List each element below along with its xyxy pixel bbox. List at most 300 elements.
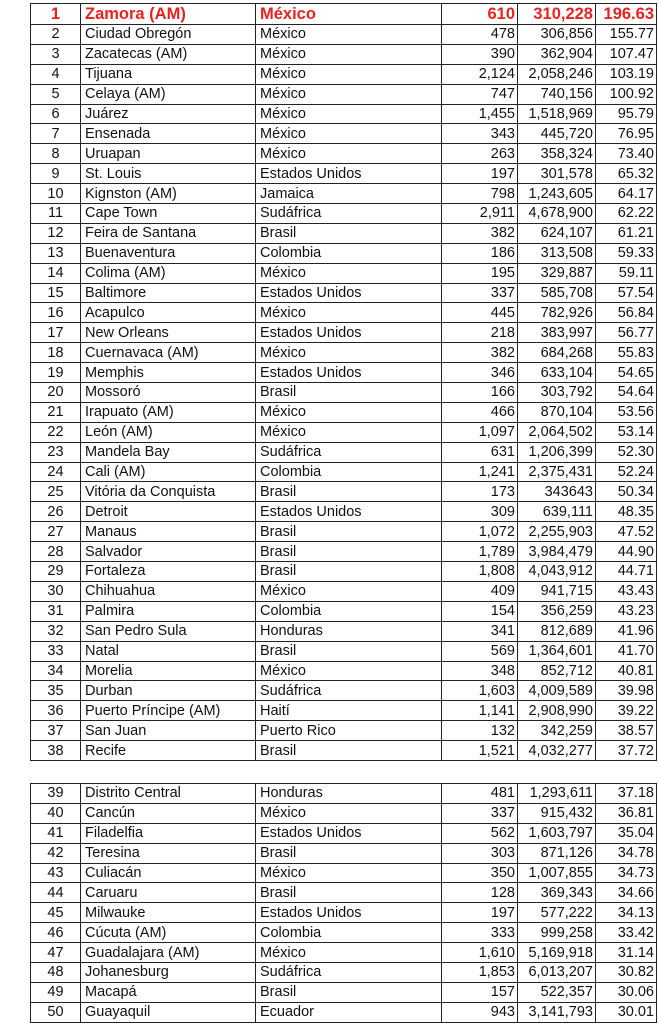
rate-cell: 44.71 [596,562,657,582]
table-row [31,383,657,403]
homicides-cell: 350 [442,863,518,883]
country-cell: Honduras [256,784,442,804]
table-row [31,522,657,542]
homicides-cell: 333 [442,923,518,943]
rate-cell: 43.43 [596,581,657,601]
city-cell: Cali (AM) [81,462,256,482]
homicides-cell: 154 [442,601,518,621]
table-row [31,542,657,562]
rate-cell: 54.65 [596,363,657,383]
rank-cell: 18 [31,343,81,363]
rank-cell: 44 [31,883,81,903]
country-cell: Estados Unidos [256,903,442,923]
rank-cell: 24 [31,462,81,482]
population-cell: 2,064,502 [518,422,596,442]
rate-cell: 53.56 [596,402,657,422]
table-row [31,402,657,422]
table-row [31,823,657,843]
population-cell: 3,984,479 [518,542,596,562]
rate-cell: 55.83 [596,343,657,363]
city-cell: Guadalajara (AM) [81,943,256,963]
city-cell: Cancún [81,803,256,823]
rank-cell: 40 [31,803,81,823]
population-cell: 358,324 [518,144,596,164]
table-row [31,184,657,204]
rate-cell: 64.17 [596,184,657,204]
country-cell: México [256,581,442,601]
table-row [31,164,657,184]
country-cell: Colombia [256,462,442,482]
population-cell: 812,689 [518,621,596,641]
rank-cell: 50 [31,1002,81,1022]
population-cell: 362,904 [518,44,596,64]
population-cell: 633,104 [518,363,596,383]
table-row [31,223,657,243]
population-cell: 383,997 [518,323,596,343]
rate-cell: 39.22 [596,701,657,721]
country-cell: México [256,64,442,84]
table-row [31,124,657,144]
country-cell: Estados Unidos [256,502,442,522]
homicides-cell: 1,141 [442,701,518,721]
rate-cell: 34.66 [596,883,657,903]
rate-cell: 103.19 [596,64,657,84]
city-cell: Manaus [81,522,256,542]
city-cell: Irapuato (AM) [81,402,256,422]
rank-cell: 35 [31,681,81,701]
city-cell: St. Louis [81,164,256,184]
population-cell: 356,259 [518,601,596,621]
rank-cell: 26 [31,502,81,522]
homicides-cell: 1,455 [442,104,518,124]
city-cell: Morelia [81,661,256,681]
table-row [31,601,657,621]
rank-cell: 20 [31,383,81,403]
city-cell: Ciudad Obregón [81,25,256,45]
rank-cell: 38 [31,741,81,761]
rank-cell: 11 [31,204,81,224]
rate-cell: 44.90 [596,542,657,562]
homicides-cell: 166 [442,383,518,403]
homicides-cell: 1,521 [442,741,518,761]
city-cell: Juárez [81,104,256,124]
population-cell: 342,259 [518,721,596,741]
homicides-cell: 1,853 [442,963,518,983]
country-cell: Ecuador [256,1002,442,1022]
country-cell: México [256,44,442,64]
country-cell: Colombia [256,923,442,943]
country-cell: Brasil [256,641,442,661]
table-row [31,863,657,883]
rate-cell: 39.98 [596,681,657,701]
rate-cell: 33.42 [596,923,657,943]
table-row [31,44,657,64]
country-cell: Estados Unidos [256,164,442,184]
country-cell: Brasil [256,383,442,403]
population-cell: 852,712 [518,661,596,681]
rank-cell: 33 [31,641,81,661]
rate-cell: 34.78 [596,843,657,863]
country-cell: Colombia [256,243,442,263]
homicides-cell: 186 [442,243,518,263]
rank-cell: 27 [31,522,81,542]
country-cell: Honduras [256,621,442,641]
population-cell: 4,009,589 [518,681,596,701]
population-cell: 3,141,793 [518,1002,596,1022]
table-row [31,943,657,963]
rank-cell: 4 [31,64,81,84]
country-cell: Puerto Rico [256,721,442,741]
homicides-cell: 1,610 [442,943,518,963]
population-cell: 577,222 [518,903,596,923]
table-row [31,343,657,363]
population-cell: 5,169,918 [518,943,596,963]
country-cell: Brasil [256,843,442,863]
table-row [31,661,657,681]
homicides-cell: 337 [442,803,518,823]
rate-cell: 100.92 [596,84,657,104]
rate-cell: 52.24 [596,462,657,482]
rank-cell: 2 [31,25,81,45]
population-cell: 1,007,855 [518,863,596,883]
rank-cell: 43 [31,863,81,883]
country-cell: Brasil [256,741,442,761]
rank-cell: 48 [31,963,81,983]
population-cell: 585,708 [518,283,596,303]
city-cell: Distrito Central [81,784,256,804]
homicides-cell: 569 [442,641,518,661]
population-cell: 684,268 [518,343,596,363]
population-cell: 2,058,246 [518,64,596,84]
rank-cell: 37 [31,721,81,741]
population-cell: 1,206,399 [518,442,596,462]
country-cell: Estados Unidos [256,283,442,303]
country-cell: Brasil [256,542,442,562]
table-row [31,803,657,823]
rate-cell: 50.34 [596,482,657,502]
population-cell: 306,856 [518,25,596,45]
population-cell: 329,887 [518,263,596,283]
homicides-cell: 1,789 [442,542,518,562]
city-cell: Guayaquil [81,1002,256,1022]
rate-cell: 41.70 [596,641,657,661]
table-row [31,144,657,164]
rank-cell: 32 [31,621,81,641]
rank-cell: 13 [31,243,81,263]
table-row [31,923,657,943]
city-cell: Tijuana [81,64,256,84]
population-cell: 445,720 [518,124,596,144]
homicides-cell: 943 [442,1002,518,1022]
city-cell: Johanesburg [81,963,256,983]
rate-cell: 30.06 [596,982,657,1002]
table-row [31,422,657,442]
rate-cell: 34.73 [596,863,657,883]
rate-cell: 43.23 [596,601,657,621]
city-cell: Zacatecas (AM) [81,44,256,64]
rank-cell: 9 [31,164,81,184]
city-cell: Teresina [81,843,256,863]
homicides-cell: 631 [442,442,518,462]
city-cell: Salvador [81,542,256,562]
rank-cell: 14 [31,263,81,283]
population-cell: 871,126 [518,843,596,863]
rank-cell: 12 [31,223,81,243]
homicides-cell: 562 [442,823,518,843]
population-cell: 310,228 [518,4,596,25]
rank-cell: 41 [31,823,81,843]
rate-cell: 37.18 [596,784,657,804]
homicides-cell: 747 [442,84,518,104]
city-cell: Cúcuta (AM) [81,923,256,943]
country-cell: México [256,25,442,45]
table-row [31,562,657,582]
homicides-cell: 263 [442,144,518,164]
city-cell: Detroit [81,502,256,522]
table-row [31,681,657,701]
country-cell: Estados Unidos [256,323,442,343]
city-cell: Chihuahua [81,581,256,601]
rate-cell: 57.54 [596,283,657,303]
table-row [31,303,657,323]
homicides-cell: 610 [442,4,518,25]
city-cell: Zamora (AM) [81,4,256,25]
homicides-cell: 409 [442,581,518,601]
rate-cell: 95.79 [596,104,657,124]
rank-cell: 34 [31,661,81,681]
rank-cell: 23 [31,442,81,462]
homicides-cell: 173 [442,482,518,502]
table-row [31,263,657,283]
population-cell: 2,255,903 [518,522,596,542]
rank-cell: 30 [31,581,81,601]
city-cell: Mandela Bay [81,442,256,462]
city-cell: Cape Town [81,204,256,224]
rate-cell: 34.13 [596,903,657,923]
rank-cell: 42 [31,843,81,863]
country-cell: México [256,402,442,422]
population-cell: 1,293,611 [518,784,596,804]
homicides-cell: 445 [442,303,518,323]
homicides-cell: 1,603 [442,681,518,701]
rate-cell: 38.57 [596,721,657,741]
rank-cell: 7 [31,124,81,144]
country-cell: México [256,943,442,963]
table-row [31,243,657,263]
homicides-cell: 303 [442,843,518,863]
homicides-cell: 132 [442,721,518,741]
table-row [31,204,657,224]
country-cell: Colombia [256,601,442,621]
rate-cell: 54.64 [596,383,657,403]
homicides-cell: 1,097 [442,422,518,442]
population-cell: 303,792 [518,383,596,403]
homicides-cell: 1,808 [442,562,518,582]
table-row [31,721,657,741]
homicides-cell: 197 [442,903,518,923]
city-cell: Ensenada [81,124,256,144]
rank-cell: 19 [31,363,81,383]
population-cell: 369,343 [518,883,596,903]
city-cell: Buenaventura [81,243,256,263]
population-cell: 4,043,912 [518,562,596,582]
ranking-table-part-1 [30,3,657,761]
rate-cell: 30.82 [596,963,657,983]
homicides-cell: 197 [442,164,518,184]
city-cell: Milwauke [81,903,256,923]
rate-cell: 196.63 [596,4,657,25]
table-row [31,4,657,25]
table-row [31,843,657,863]
homicides-cell: 218 [442,323,518,343]
city-cell: Caruaru [81,883,256,903]
homicides-cell: 341 [442,621,518,641]
rank-cell: 28 [31,542,81,562]
rate-cell: 56.84 [596,303,657,323]
rank-cell: 6 [31,104,81,124]
population-cell: 6,013,207 [518,963,596,983]
rank-cell: 47 [31,943,81,963]
ranking-table-body-1 [31,4,657,761]
rank-cell: 5 [31,84,81,104]
table-row [31,502,657,522]
country-cell: Brasil [256,562,442,582]
table-row [31,1002,657,1022]
table-row [31,883,657,903]
country-cell: México [256,303,442,323]
table-row [31,784,657,804]
rank-cell: 1 [31,4,81,25]
homicides-cell: 2,124 [442,64,518,84]
population-cell: 301,578 [518,164,596,184]
population-cell: 2,375,431 [518,462,596,482]
homicides-cell: 478 [442,25,518,45]
population-cell: 782,926 [518,303,596,323]
table-row [31,25,657,45]
table-row [31,621,657,641]
population-cell: 2,908,990 [518,701,596,721]
rate-cell: 62.22 [596,204,657,224]
country-cell: Estados Unidos [256,363,442,383]
table-row [31,84,657,104]
rank-cell: 25 [31,482,81,502]
country-cell: Brasil [256,482,442,502]
homicides-cell: 466 [442,402,518,422]
homicides-cell: 2,911 [442,204,518,224]
population-cell: 639,111 [518,502,596,522]
city-cell: Colima (AM) [81,263,256,283]
ranking-table-body-2 [31,784,657,1023]
homicides-cell: 348 [442,661,518,681]
population-cell: 624,107 [518,223,596,243]
country-cell: Sudáfrica [256,442,442,462]
table-row [31,363,657,383]
rate-cell: 59.33 [596,243,657,263]
population-cell: 4,678,900 [518,204,596,224]
homicides-cell: 798 [442,184,518,204]
rank-cell: 22 [31,422,81,442]
rank-cell: 10 [31,184,81,204]
city-cell: Kignston (AM) [81,184,256,204]
table-row [31,442,657,462]
rate-cell: 41.96 [596,621,657,641]
city-cell: Puerto Príncipe (AM) [81,701,256,721]
country-cell: Sudáfrica [256,681,442,701]
population-cell: 1,518,969 [518,104,596,124]
rank-cell: 15 [31,283,81,303]
rank-cell: 45 [31,903,81,923]
table-row [31,963,657,983]
rate-cell: 53.14 [596,422,657,442]
homicides-cell: 346 [442,363,518,383]
country-cell: México [256,422,442,442]
rank-cell: 49 [31,982,81,1002]
population-cell: 941,715 [518,581,596,601]
rate-cell: 30.01 [596,1002,657,1022]
rank-cell: 8 [31,144,81,164]
rate-cell: 52.30 [596,442,657,462]
rate-cell: 35.04 [596,823,657,843]
table-row [31,903,657,923]
country-cell: Haití [256,701,442,721]
rank-cell: 46 [31,923,81,943]
city-cell: Filadelfia [81,823,256,843]
homicides-cell: 382 [442,343,518,363]
homicides-cell: 1,072 [442,522,518,542]
rate-cell: 31.14 [596,943,657,963]
homicides-cell: 1,241 [442,462,518,482]
city-cell: León (AM) [81,422,256,442]
table-row [31,701,657,721]
city-cell: Durban [81,681,256,701]
population-cell: 1,603,797 [518,823,596,843]
homicides-cell: 481 [442,784,518,804]
population-cell: 1,364,601 [518,641,596,661]
country-cell: Brasil [256,982,442,1002]
population-cell: 870,104 [518,402,596,422]
table-row [31,982,657,1002]
city-cell: Baltimore [81,283,256,303]
rank-cell: 39 [31,784,81,804]
country-cell: México [256,4,442,25]
homicides-cell: 157 [442,982,518,1002]
city-cell: Vitória da Conquista [81,482,256,502]
rank-cell: 16 [31,303,81,323]
country-cell: México [256,84,442,104]
city-cell: Culiacán [81,863,256,883]
city-cell: Macapá [81,982,256,1002]
country-cell: Estados Unidos [256,823,442,843]
rate-cell: 76.95 [596,124,657,144]
population-cell: 313,508 [518,243,596,263]
table-row [31,641,657,661]
city-cell: Uruapan [81,144,256,164]
rank-cell: 31 [31,601,81,621]
population-cell: 343643 [518,482,596,502]
country-cell: México [256,263,442,283]
rate-cell: 36.81 [596,803,657,823]
country-cell: México [256,124,442,144]
rate-cell: 37.72 [596,741,657,761]
rate-cell: 59.11 [596,263,657,283]
rank-cell: 3 [31,44,81,64]
country-cell: México [256,104,442,124]
table-row [31,64,657,84]
table-row [31,482,657,502]
city-cell: Fortaleza [81,562,256,582]
population-cell: 740,156 [518,84,596,104]
rate-cell: 107.47 [596,44,657,64]
